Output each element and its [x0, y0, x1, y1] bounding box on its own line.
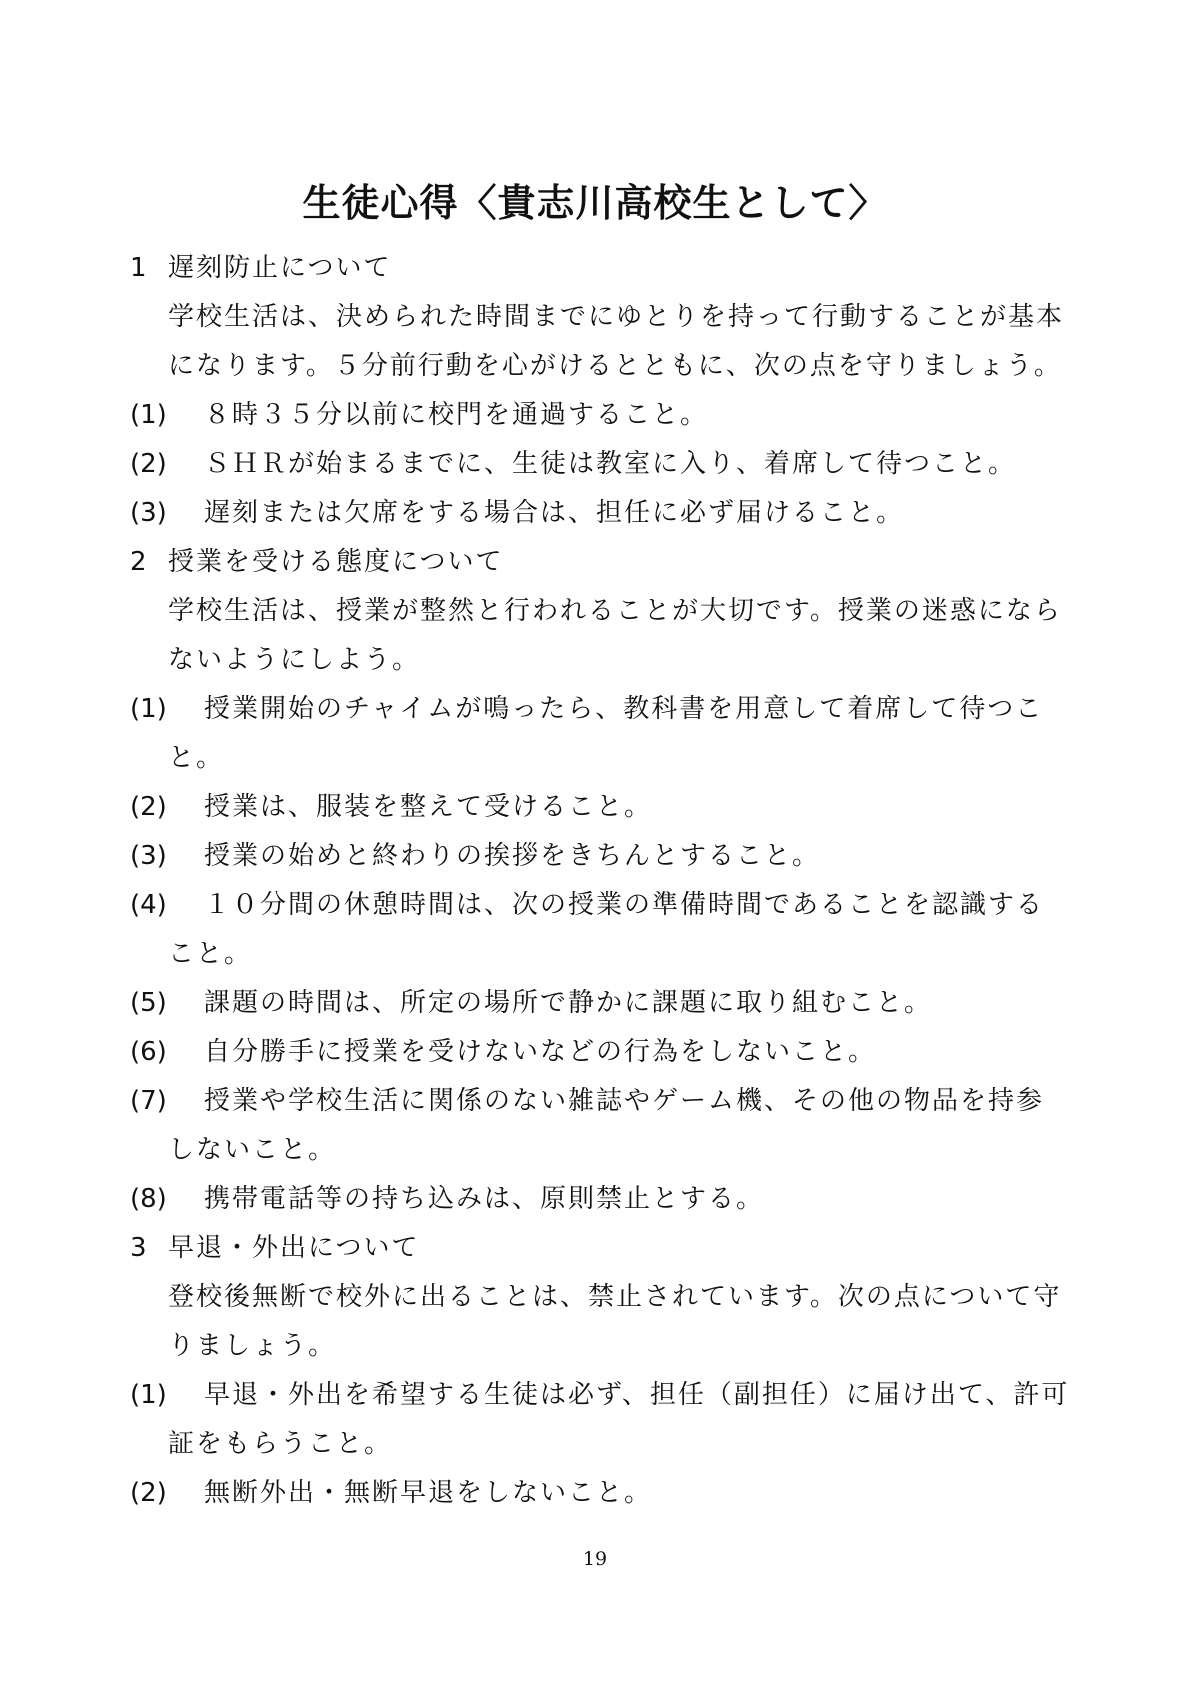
- list-item: [130, 440, 1070, 489]
- item-text: ＳＨＲが始まるまでに、生徒は教室に入り、着席して待つこと。: [204, 449, 1017, 479]
- item-number: (6): [130, 1037, 167, 1067]
- item-number: (3): [130, 841, 167, 871]
- list-item: [130, 1077, 1070, 1126]
- intro-line: になります。５分前行動を心がけるとともに、次の点を守りましょう。: [168, 351, 1062, 381]
- item-text: 授業や学校生活に関係のない雑誌やゲーム機、その他の物品を持参: [204, 1086, 1045, 1116]
- item-number: (8): [130, 1184, 167, 1214]
- item-text: 早退・外出を希望する生徒は必ず、担任（副担任）に届け出て、許可: [204, 1380, 1070, 1410]
- item-text: １０分間の休憩時間は、次の授業の準備時間であることを認識する: [204, 890, 1045, 920]
- page-number: 19: [582, 1548, 608, 1570]
- item-text: 授業の始めと終わりの挨拶をきちんとすること。: [204, 841, 821, 871]
- item-continuation: こと。: [168, 939, 253, 969]
- intro-line: 学校生活は、決められた時間までにゆとりを持って行動することが基本: [168, 302, 1065, 332]
- item-continuation: と。: [168, 743, 225, 773]
- list-item: [130, 1371, 1070, 1420]
- item-text: 携帯電話等の持ち込みは、原則禁止とする。: [204, 1184, 765, 1214]
- item-number: (3): [130, 498, 167, 528]
- list-item: [130, 783, 1070, 832]
- item-text: ８時３５分以前に校門を通過すること。: [204, 400, 709, 430]
- item-text: 遅刻または欠席をする場合は、担任に必ず届けること。: [204, 498, 905, 528]
- section-class-attitude: [130, 538, 1070, 1224]
- list-item: [130, 391, 1070, 440]
- section-title: 授業を受ける態度について: [168, 547, 504, 577]
- list-item: [130, 979, 1070, 1028]
- section-title: 早退・外出について: [168, 1233, 420, 1263]
- section-late-prevention: [130, 244, 1070, 538]
- list-item: [130, 832, 1070, 881]
- section-number: 1: [130, 253, 149, 283]
- list-item: [130, 1028, 1070, 1077]
- item-number: (2): [130, 792, 167, 822]
- item-text: 自分勝手に授業を受けないなどの行為をしないこと。: [204, 1037, 877, 1067]
- intro-line: ないようにしよう。: [168, 645, 421, 675]
- item-continuation: しないこと。: [168, 1135, 337, 1165]
- item-text: 授業開始のチャイムが鳴ったら、教科書を用意して着席して待つこ: [204, 694, 1044, 724]
- item-number: (7): [130, 1086, 167, 1116]
- intro-line: 学校生活は、授業が整然と行われることが大切です。授業の迷惑になら: [168, 596, 1062, 626]
- item-text: 無断外出・無断早退をしないこと。: [204, 1478, 653, 1508]
- item-number: (2): [130, 1478, 167, 1508]
- document-title: 生徒心得〈貴志川高校生として〉: [302, 181, 888, 225]
- item-continuation: 証をもらうこと。: [168, 1429, 393, 1459]
- list-item: [130, 1469, 1070, 1518]
- section-early-leave: [130, 1224, 1070, 1518]
- section-heading: [130, 1224, 1070, 1273]
- item-text: 課題の時間は、所定の場所で静かに課題に取り組むこと。: [204, 988, 933, 1018]
- list-item: [130, 685, 1070, 734]
- item-number: (1): [130, 400, 167, 430]
- item-number: (5): [130, 988, 167, 1018]
- section-number: 3: [130, 1233, 149, 1263]
- item-number: (2): [130, 449, 167, 479]
- section-title: 遅刻防止について: [168, 253, 392, 283]
- section-heading: [130, 244, 1070, 293]
- section-heading: [130, 538, 1070, 587]
- document-body: [130, 244, 1070, 1518]
- item-number: (1): [130, 694, 167, 724]
- list-item: [130, 881, 1070, 930]
- intro-line: りましょう。: [168, 1331, 337, 1361]
- item-text: 授業は、服装を整えて受けること。: [204, 792, 653, 822]
- item-number: (1): [130, 1380, 167, 1410]
- item-number: (4): [130, 890, 167, 920]
- list-item: [130, 1175, 1070, 1224]
- intro-line: 登校後無断で校外に出ることは、禁止されています。次の点について守: [168, 1282, 1062, 1312]
- list-item: [130, 489, 1070, 538]
- section-number: 2: [130, 547, 149, 577]
